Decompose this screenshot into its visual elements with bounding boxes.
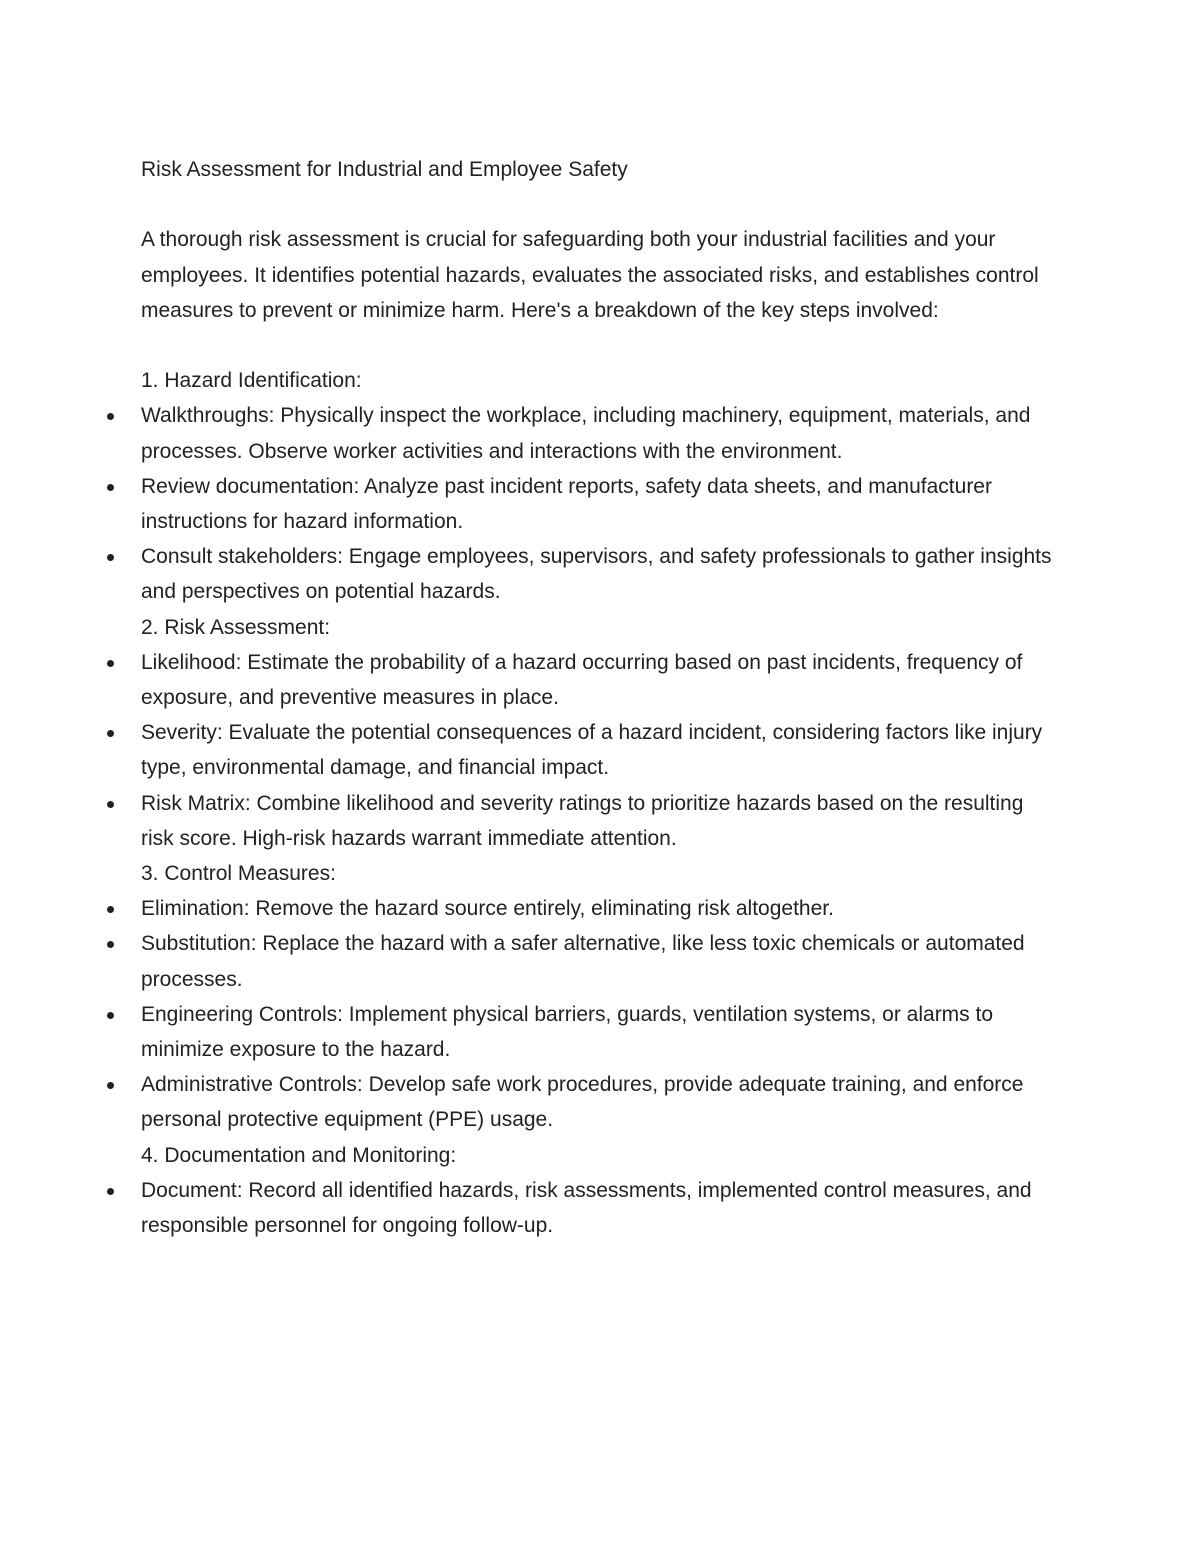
bullet-icon [107,906,114,913]
document-body [141,152,1061,1243]
list-item [141,891,1061,926]
list-item-text: Elimination: Remove the hazard source entirely, eliminating risk altogether. [141,897,834,921]
bullet-icon [107,413,114,420]
bullet-list [141,1173,1061,1243]
section-heading: 4. Documentation and Monitoring: [141,1143,457,1167]
bullet-icon [107,801,114,808]
list-item [141,645,1061,715]
list-item-text: Consult stakeholders: Engage employees, supervisors, and safety professionals to gather insights and perspectives on potential hazards. [141,545,1052,604]
list-item-text: Severity: Evaluate the potential consequences of a hazard incident, considering factors like injury type, environmental damage, and financial impact. [141,721,1043,780]
list-item-text: Administrative Controls: Develop safe work procedures, provide adequate training, and enforce personal protective equipment (PPE) usage. [141,1073,1024,1132]
bullet-icon [107,730,114,737]
list-item [141,1173,1061,1243]
list-item [141,398,1061,468]
bullet-list [141,398,1061,609]
bullet-icon [107,484,114,491]
list-item [141,926,1061,996]
bullet-icon [107,1082,114,1089]
section-heading: 3. Control Measures: [141,862,336,886]
section-risk-assessment [141,610,1061,856]
document-title: Risk Assessment for Industrial and Employee Safety [141,158,628,181]
section-heading: 1. Hazard Identification: [141,369,362,393]
bullet-icon [107,1188,114,1195]
spacer [141,187,1061,222]
bullet-icon [107,660,114,667]
bullet-list [141,645,1061,856]
list-item-text: Likelihood: Estimate the probability of a hazard occurring based on past incidents, frequency of exposure, and preventive measures in place. [141,650,1023,710]
bullet-icon [107,941,114,948]
list-item [141,1067,1061,1137]
section-documentation-monitoring [141,1138,1061,1244]
list-item-text: Review documentation: Analyze past incident reports, safety data sheets, and manufacturer instructions for hazard information. [141,474,992,533]
list-item [141,997,1061,1067]
bullet-list [141,891,1061,1137]
bullet-icon [107,554,114,561]
section-control-measures [141,856,1061,1138]
list-item-text: Document: Record all identified hazards, risk assessments, implemented control measures, and responsible personnel for ongoing follow-up. [141,1178,1032,1238]
list-item-text: Substitution: Replace the hazard with a safer alternative, like less toxic chemicals or automated processes. [141,932,1025,991]
section-hazard-identification [141,363,1061,609]
list-item [141,539,1061,609]
list-item [141,786,1061,856]
section-heading: 2. Risk Assessment: [141,615,331,639]
bullet-icon [107,1012,114,1019]
list-item-text: Engineering Controls: Implement physical barriers, guards, ventilation systems, or alarms to minimize exposure to the hazard. [141,1002,994,1062]
spacer [141,328,1061,363]
list-item [141,469,1061,539]
list-item [141,715,1061,785]
intro-paragraph: A thorough risk assessment is crucial for safeguarding both your industrial facilities and your employees. It identifies potential hazards, evaluates the associated risks, and establishes control measures to prevent or minimize harm. Here's a breakdown of the key steps involved: [141,228,1039,322]
list-item-text: Walkthroughs: Physically inspect the workplace, including machinery, equipment, materials, and processes. Observe worker activities and interactions with the environment. [141,404,1031,463]
list-item-text: Risk Matrix: Combine likelihood and severity ratings to prioritize hazards based on the resulting risk score. High-risk hazards warrant immediate attention. [141,791,1024,850]
